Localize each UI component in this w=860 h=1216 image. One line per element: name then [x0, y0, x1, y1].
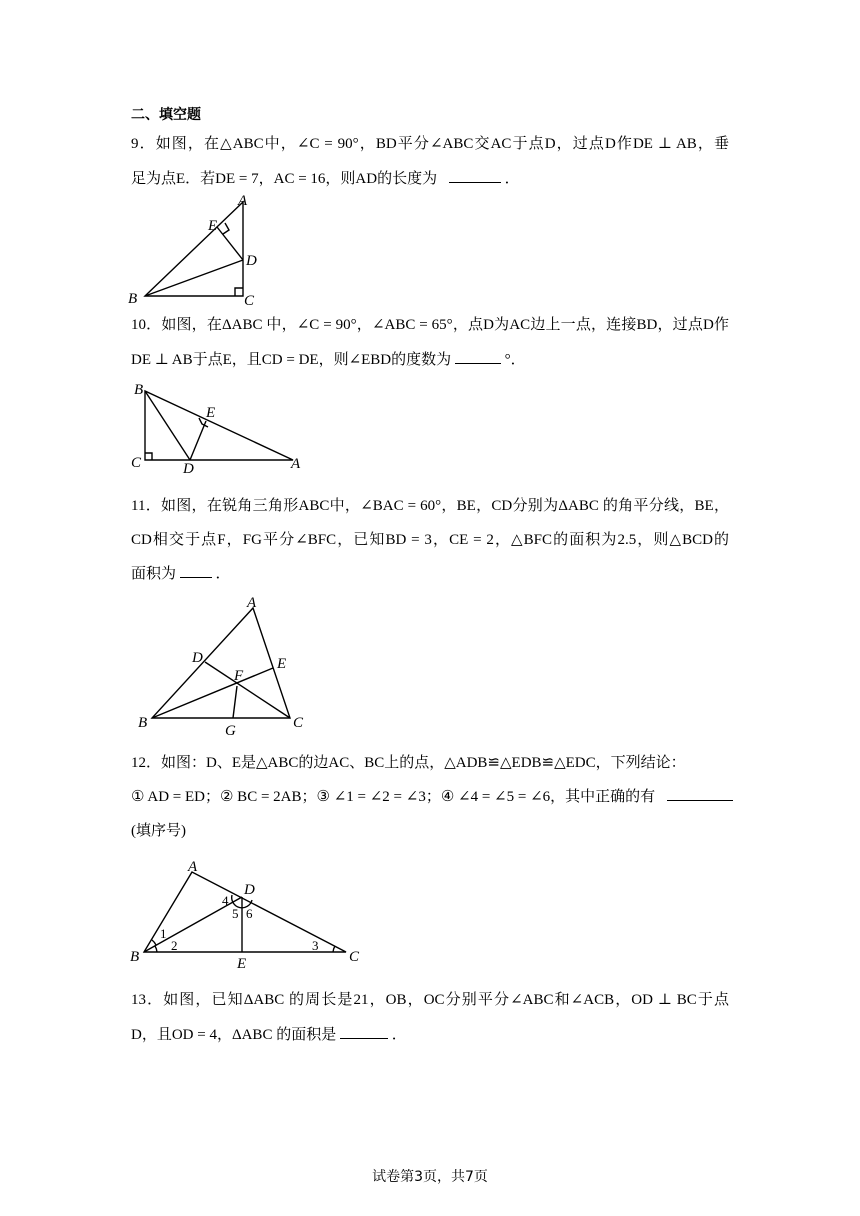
q11-text: 面积为	[131, 566, 177, 582]
q10-text: DE ⊥ AB于点E，且CD = DE，则∠EBD的度数为	[131, 352, 452, 368]
q11-figure	[133, 592, 313, 740]
q9-text: 足为点E．若DE = 7，AC = 16，则AD的长度为	[131, 171, 438, 187]
q12-label-B: B	[130, 949, 140, 965]
q9-label-B: B	[128, 291, 138, 307]
q12-angle-6: 6	[246, 906, 253, 921]
q11-label-F: F	[234, 668, 244, 684]
q11-line2: CD相交于点F，FG平分∠BFC，已知BD = 3，CE = 2，△BFC的面积为2.5，则△BCD的	[131, 532, 729, 548]
q10-label-C: C	[131, 455, 142, 471]
q12-figure	[126, 854, 366, 972]
q9-answer-blank	[449, 168, 501, 183]
q12-answer-blank	[667, 786, 733, 801]
q10-label-A: A	[291, 456, 301, 472]
q10-line1: 10．如图，在ΔABC 中，∠C = 90°，∠ABC = 65°，点D为AC边上一点，连接BD，过点D作	[131, 317, 729, 333]
q12-angle-1: 1	[160, 926, 167, 941]
q10-label-D: D	[183, 461, 194, 474]
page-footer: 试卷第3页，共7页	[372, 1169, 488, 1185]
q9-label-D: D	[246, 253, 257, 269]
q11-label-C: C	[293, 715, 304, 731]
q9-label-C: C	[244, 293, 255, 308]
q10-figure	[128, 378, 308, 474]
q9-figure	[125, 190, 265, 308]
q10-answer-blank	[455, 349, 501, 364]
q11-answer-blank	[180, 563, 212, 578]
q12-angle-2: 2	[171, 938, 178, 953]
q11-line1: 11．如图，在锐角三角形ABC中，∠BAC = 60°，BE，CD分别为ΔABC 的角平分线，BE，	[131, 498, 729, 514]
q12-label-C: C	[349, 949, 360, 965]
q10-end: °．	[504, 352, 526, 368]
q11-label-G: G	[225, 723, 236, 739]
q11-line3	[131, 563, 231, 584]
q12-line2	[131, 786, 733, 807]
q13-line1: 13．如图，已知ΔABC 的周长是21，OB，OC分别平分∠ABC和∠ACB，OD ⊥ BC于点	[131, 992, 729, 1008]
q12-line1: 12．如图：D、E是△ABC的边AC、BC上的点，△ADB≌△EDB≌△EDC，下列结论：	[131, 755, 686, 771]
q9-line1: 9．如图，在△ABC中，∠C = 90°，BD平分∠ABC交AC于点D，过点D作DE ⊥ AB，垂	[131, 136, 729, 152]
q9-end: ．	[504, 171, 520, 187]
q13-answer-blank	[340, 1024, 388, 1039]
q12-angle-3: 3	[312, 938, 319, 953]
q9-line2	[131, 168, 520, 189]
q10-line2	[131, 349, 526, 370]
q12-text: ① AD = ED；② BC = 2AB；③ ∠1 = ∠2 = ∠3；④ ∠4 = ∠5 = ∠6，其中正确的有	[131, 789, 656, 805]
q13-line2	[131, 1024, 407, 1045]
q13-text: D，且OD = 4，ΔABC 的面积是	[131, 1027, 337, 1043]
q12-label-D: D	[244, 882, 255, 898]
q11-label-A: A	[247, 595, 257, 611]
q13-end: ．	[391, 1027, 407, 1043]
q9-label-A: A	[238, 193, 248, 209]
section-title: 二、填空题	[131, 107, 201, 123]
q9-label-E: E	[208, 218, 218, 234]
q12-line3: (填序号)	[131, 823, 186, 839]
q12-angle-4: 4	[222, 893, 229, 908]
q11-label-B: B	[138, 715, 148, 731]
q11-label-D: D	[192, 650, 203, 666]
q10-label-B: B	[134, 382, 144, 398]
q11-end: ．	[215, 566, 231, 582]
q12-label-E: E	[237, 956, 247, 972]
q10-label-E: E	[206, 405, 216, 421]
q11-label-E: E	[277, 656, 287, 672]
q12-label-A: A	[188, 859, 198, 875]
q12-angle-5: 5	[232, 906, 239, 921]
